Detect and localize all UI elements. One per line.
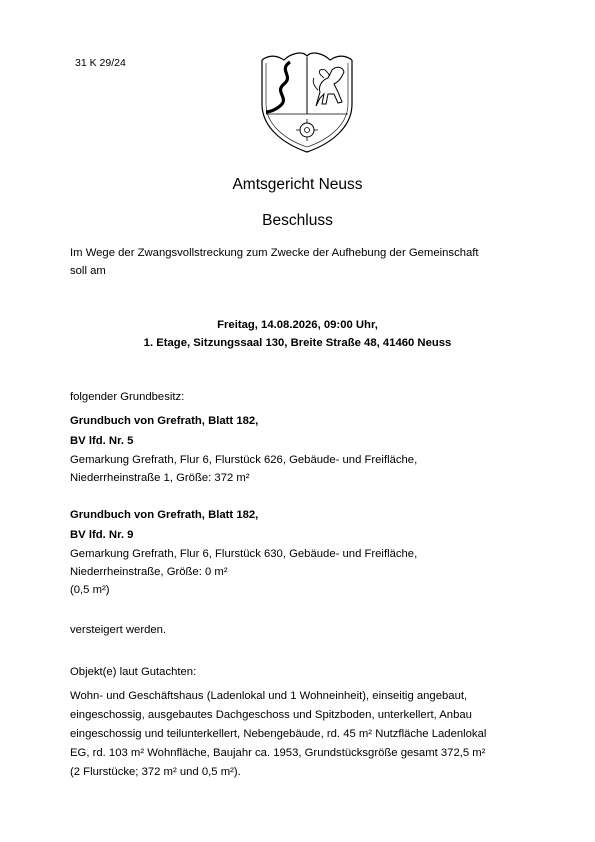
termin-location: 1. Etage, Sitzungssaal 130, Breite Straße 48, 41460 Neuss [143,337,452,349]
parcel-bv: BV lfd. Nr. 5 [70,435,134,447]
parcel-line: (0,5 m²) [70,584,110,596]
parcel-grundbuch: Grundbuch von Grefrath, Blatt 182, [70,415,259,427]
intro-line-2: soll am [70,265,106,277]
termin-date: Freitag, 14.08.2026, 09:00 Uhr, [217,319,378,331]
objekt-line: eingeschossig, ausgebautes Dachgeschoss und Spitzboden, unterkellert, Anbau [70,709,472,721]
case-number: 31 K 29/24 [75,57,126,69]
parcel-line: Niederrheinstraße, Größe: 0 m² [70,566,228,578]
versteigert-text: versteigert werden. [70,624,167,636]
objekt-line: (2 Flurstücke; 372 m² und 0,5 m²). [70,766,241,778]
objekt-line: EG, rd. 103 m² Wohnfläche, Baujahr ca. 1953, Grundstücksgröße gesamt 372,5 m² [70,747,486,759]
parcel-line: Niederrheinstraße 1, Größe: 372 m² [70,472,250,484]
grundbesitz-label: folgender Grundbesitz: [70,391,185,403]
objekt-line: eingeschossig und teilunterkellert, Nebengebäude, rd. 45 m² Nutzfläche Ladenlokal [70,728,487,740]
document-heading: Beschluss [262,212,333,229]
objekt-line: Wohn- und Geschäftshaus (Ladenlokal und 1 Wohneinheit), einseitig angebaut, [70,690,468,702]
court-name: Amtsgericht Neuss [232,176,363,193]
parcel-bv: BV lfd. Nr. 9 [70,529,134,541]
parcel-grundbuch: Grundbuch von Grefrath, Blatt 182, [70,509,259,521]
nrw-coat-of-arms-icon [258,46,356,154]
objekt-label: Objekt(e) laut Gutachten: [70,666,197,678]
intro-line-1: Im Wege der Zwangsvollstreckung zum Zwecke der Aufhebung der Gemeinschaft [70,247,479,259]
parcel-line: Gemarkung Grefrath, Flur 6, Flurstück 626, Gebäude- und Freifläche, [70,454,418,466]
parcel-line: Gemarkung Grefrath, Flur 6, Flurstück 630, Gebäude- und Freifläche, [70,548,418,560]
